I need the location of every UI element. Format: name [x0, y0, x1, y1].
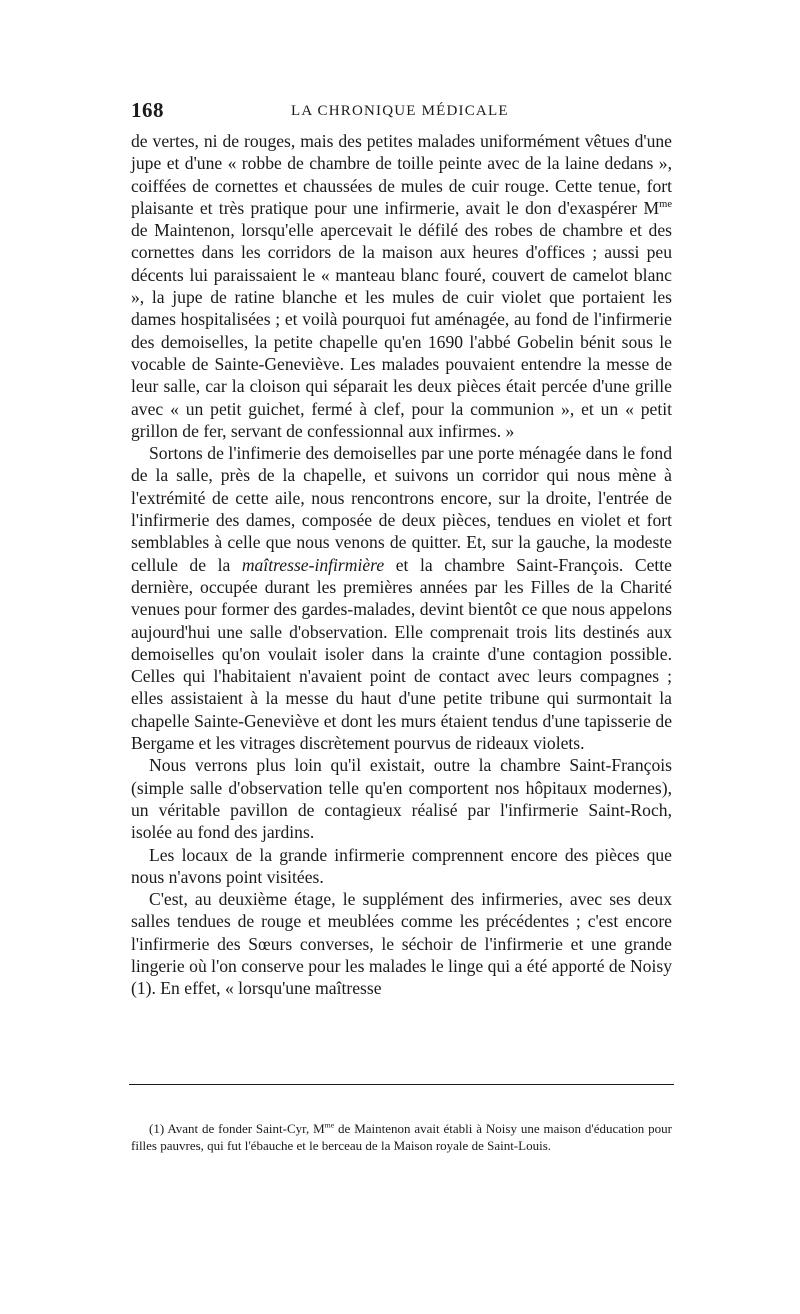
text-run: Les locaux de la grande infirmerie comprennent encore des pièces que nous n'avons point visitées. [131, 844, 672, 887]
text-run: de vertes, ni de rouges, mais des petites malades uniformément vêtues d'une jupe et d'une « robbe de chambre de toille peinte avec de la laine dedans », coiffées de cornettes et chaussées de mules de cuir rouge. Cette tenue, fort plaisante et très pratique pour une infirmerie, avait le don d'exaspérer M [131, 131, 672, 218]
footnote-divider [129, 1084, 674, 1085]
main-text [131, 130, 672, 1000]
paragraph [131, 130, 672, 442]
page-number: 168 [131, 98, 164, 122]
text-run: C'est, au deuxième étage, le supplément des infirmeries, avec ses deux salles tendues de rouge et meublées comme les précédentes ; c'est encore l'infirmerie des Sœurs converses, le séchoir de l'infirmerie et une grande lingerie où l'on conserve pour les malades le linge qui a été apporté de Noisy (1). En effet, « lorsqu'une maîtresse [131, 889, 672, 999]
text-run: Nous verrons plus loin qu'il existait, outre la chambre Saint-François (simple salle d'observation telle qu'en comportent nos hôpitaux modernes), un véritable pavillon de contagieux réalisé par l'infirmerie Saint-Roch, isolée au fond des jardins. [131, 755, 672, 843]
superscript: me [324, 1120, 335, 1130]
page-header [131, 98, 671, 128]
text-run: de Maintenon, lorsqu'elle apercevait le défilé des robes de chambre et des cornettes dans les corridors de la maison aux heures d'offices ; aussi peu décents lui paraissaient le « manteau blanc fouré, couvert de camelot blanc », la jupe de ratine blanche et les mules de cuir violet que portaient les dames hospitalisées ; et voilà pourquoi fut aménagée, au fond de l'infirmerie des demoiselles, la petite chapelle qu'en 1690 l'abbé Gobelin bénit sous le vocable de Sainte-Geneviève. Les malades pouvaient entendre la messe de leur salle, car la cloison qui séparait les deux pièces était percée d'une grille avec « un petit guichet, fermé à clef, pour la communion », et un « petit grillon de fer, servant de confessionnal aux infirmes. » [131, 220, 672, 441]
paragraph [131, 754, 672, 843]
text-run: et la chambre Saint-François. Cette dernière, occupée durant les premières années par les Filles de la Charité venues pour former des gardes-malades, devint bientôt ce que nous appelons aujourd'hui une salle d'observation. Elle comprenait trois lits destinés aux demoiselles qu'on voulait isoler dans la crainte d'une contagion possible. Celles qui l'habitaient n'avaient point de contact avec leurs compagnes ; elles assistaient à la messe du haut d'une petite tribune qui surmontait la chapelle Sainte-Geneviève et dont les murs étaient tendus d'une tapisserie de Bergame et les vitrages discrètement pourvus de rideaux violets. [131, 554, 672, 754]
text-run: de Maintenon avait établi à Noisy une maison d'éducation pour filles pauvres, qui fut l'ébauche et le berceau de la Maison royale de Saint-Louis. [131, 1121, 672, 1153]
text-run: (1) Avant de fonder Saint-Cyr, M [149, 1121, 325, 1136]
paragraph [131, 844, 672, 889]
text-run: Sortons de l'infimerie des demoiselles par une porte ménagée dans le fond de la salle, près de la chapelle, et suivons un corridor qui nous mène à l'extrémité de cette aile, nous rencontrons encore, sur la droite, l'entrée de l'infirmerie des dames, composée de deux pièces, tendues en violet et fort semblables à celle que nous venons de quitter. Et, sur la gauche, la modeste cellule de la [131, 443, 672, 575]
footnote [131, 1121, 672, 1154]
superscript: me [659, 199, 672, 211]
running-title: LA CHRONIQUE MÉDICALE [291, 103, 509, 119]
paragraph [131, 888, 672, 999]
paragraph [131, 442, 672, 754]
italic-text: maîtresse-infirmière [241, 554, 385, 575]
